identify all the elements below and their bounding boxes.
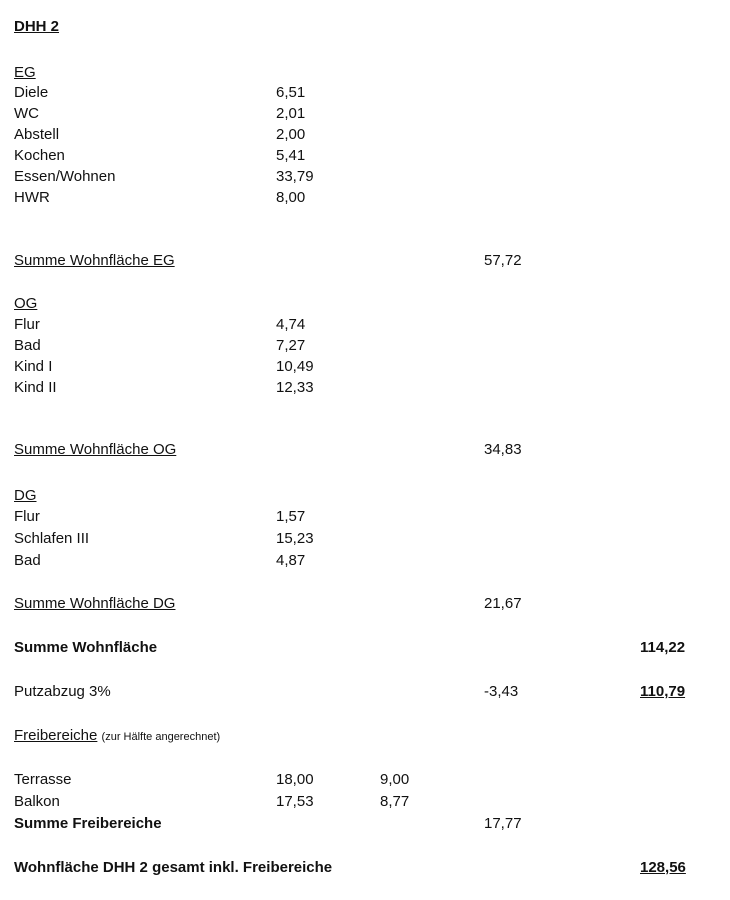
- room-name: Flur: [14, 316, 40, 333]
- room-area: 7,27: [276, 337, 306, 354]
- frei-item-area: 17,53: [276, 793, 314, 810]
- frei-heading-line: [14, 727, 220, 746]
- room-area: 2,00: [276, 126, 306, 143]
- room-name: Bad: [14, 337, 41, 354]
- room-area: 12,33: [276, 379, 314, 396]
- room-name: Schlafen III: [14, 530, 90, 547]
- section-heading-dg: DG: [14, 487, 37, 504]
- room-area: 33,79: [276, 168, 314, 185]
- room-area: 4,87: [276, 552, 306, 569]
- room-name: Abstell: [14, 126, 60, 143]
- room-name: Bad: [14, 552, 41, 569]
- room-area: 10,49: [276, 358, 314, 375]
- grand-total-value: 128,56: [640, 859, 686, 876]
- frei-sum-label: Summe Freibereiche: [14, 815, 162, 832]
- room-area: 2,01: [276, 105, 306, 122]
- sum-label-dg: Summe Wohnfläche DG: [14, 595, 176, 612]
- sum-label-og: Summe Wohnfläche OG: [14, 441, 177, 458]
- page-title: DHH 2: [14, 18, 60, 35]
- room-name: Kochen: [14, 147, 65, 164]
- total-value: 114,22: [640, 639, 686, 656]
- sum-value-dg: 21,67: [484, 595, 522, 612]
- frei-item-name: Balkon: [14, 793, 60, 810]
- frei-note: (zur Hälfte angerechnet): [101, 731, 221, 743]
- total-label: Summe Wohnfläche: [14, 639, 158, 656]
- room-area: 4,74: [276, 316, 306, 333]
- room-name: Essen/Wohnen: [14, 168, 116, 185]
- room-area: 5,41: [276, 147, 306, 164]
- room-name: Kind I: [14, 358, 53, 375]
- sum-value-og: 34,83: [484, 441, 522, 458]
- frei-heading: Freibereiche: [14, 727, 98, 744]
- room-name: HWR: [14, 189, 50, 206]
- sum-value-eg: 57,72: [484, 252, 522, 269]
- frei-item-area: 18,00: [276, 771, 314, 788]
- room-area: 8,00: [276, 189, 306, 206]
- room-name: Flur: [14, 508, 40, 525]
- putz-label: Putzabzug 3%: [14, 683, 111, 700]
- frei-item-name: Terrasse: [14, 771, 72, 788]
- section-heading-eg: EG: [14, 64, 36, 81]
- room-name: Diele: [14, 84, 49, 101]
- frei-sum-value: 17,77: [484, 815, 522, 832]
- room-area: 15,23: [276, 530, 314, 547]
- sum-label-eg: Summe Wohnfläche EG: [14, 252, 175, 269]
- room-name: Kind II: [14, 379, 57, 396]
- room-area: 1,57: [276, 508, 306, 525]
- room-area: 6,51: [276, 84, 306, 101]
- grand-total-label: Wohnfläche DHH 2 gesamt inkl. Freibereiche: [14, 859, 333, 876]
- section-heading-og: OG: [14, 295, 38, 312]
- putz-result: 110,79: [640, 683, 686, 700]
- frei-item-half: 8,77: [380, 793, 410, 810]
- putz-deduction: -3,43: [484, 683, 519, 700]
- frei-item-half: 9,00: [380, 771, 410, 788]
- room-name: WC: [14, 105, 39, 122]
